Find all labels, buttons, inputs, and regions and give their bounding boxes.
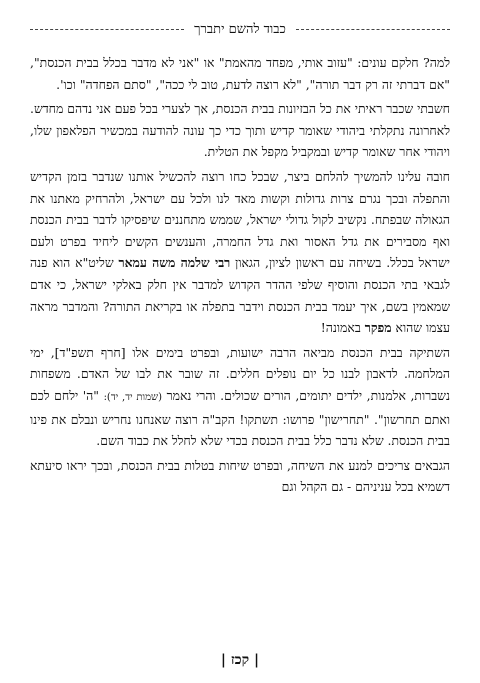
rabbi-name: רבי שלמה משה עמאר (118, 255, 231, 271)
paragraph-3 (30, 166, 450, 339)
paragraph-4 (30, 342, 450, 452)
paragraph-3-part-1: חובה עלינו להמשיך להלחם ביצר, שבכל כחו רוצה להכשיל אותנו שנדבר בזמן הקדיש והתפלה ובכך נגרם צרות גדולות וקשות מאד לנו ולכל עם ישראל, ולהרחיק מאתנו את הגאולה שבפתח. נקשיב לקול גדולי ישראל, שממש מתחננים שיפסיקו לדבר בבית הכנסת ואף מסבירים את גדל האסור ואת גדל החמרה, והענשים הקשים ליחיד בפרט ולעם ישראל בכלל. בשיחה עם ראשון לציון, הגאון (30, 168, 450, 271)
paragraph-2: חשבתי שכבר ראיתי את כל הבזיונות בבית הכנסת, אך לצערי בכל פעם אני נדהם מחדש. לאחרונה נתקלתי ביהודי שאומר קדיש ותוך כדי כך עונה להודעה במכשיר הפלאפון שלו, ויהודי אחר שאומר קדיש ובמקביל מקפל את הטלית. (30, 101, 450, 160)
page-number: | קכז | (220, 652, 260, 668)
header-title: כבוד להשם יתברך (194, 22, 286, 37)
header-rule-right (296, 29, 450, 30)
paragraph-3-part-2: שליט"א הוא פנה לגבאי בתי הכנסת והוסיף שלפי ההדר הקדוש למדבר אין חלק באלקי ישראל, כי אדם שמאמין בשם, איך יעמד בבית הכנסת וידבר בתפלה או בקריאת התורה? והמדבר מראה עצמו שהוא (30, 255, 450, 336)
paragraph-4-part-2: "ה' ילחם לכם ואתם תחרשון". "תחרישון" פרושו: תשתקו! הקב"ה רוצה שאנחנו נחריש ונבלם את פינו בבית הכנסת. שלא נדבר כלל בבית הכנסת בכדי שלא לחלל את כבוד השם. (30, 387, 450, 449)
paragraph-4-part-1: השתיקה בבית הכנסת מביאה הרבה ישועות, ובפרט בימים אלו [חרף תשפ"ד], ימי המלחמה. לדאבון לבנו כל יום נופלים חללים. זה שובר את לבו של האדם. משפחות נשברות, אלמנות, ילדים יתומים, הורים שכולים. והרי נאמר (30, 344, 450, 403)
paragraph-5: הגבאים צריכים למנע את השיחה, ובפרט שיחות בטלות בבית הכנסת, ובכך יראו סיעתא דשמיא בכל עניניהם - גם הקהל וגם (30, 457, 450, 495)
running-header (30, 16, 450, 42)
body-text (30, 52, 450, 627)
paragraph-1: למה? חלקם עונים: "עזוב אותי, מפחד מהאמת" או "אני לא מדבר בכלל בבית הכנסת", "אם דברתי זה רק דבר תורה", "לא רוצה לדעת, טוב לי ככה", "סתם הפחדה" וכו'. (30, 55, 450, 92)
emphasized-word: מפקר (364, 320, 392, 336)
verse-reference: (שמות יד, יד): (103, 391, 163, 403)
paragraph-3-part-3: באמונה! (320, 320, 361, 336)
header-rule-left (30, 29, 184, 30)
